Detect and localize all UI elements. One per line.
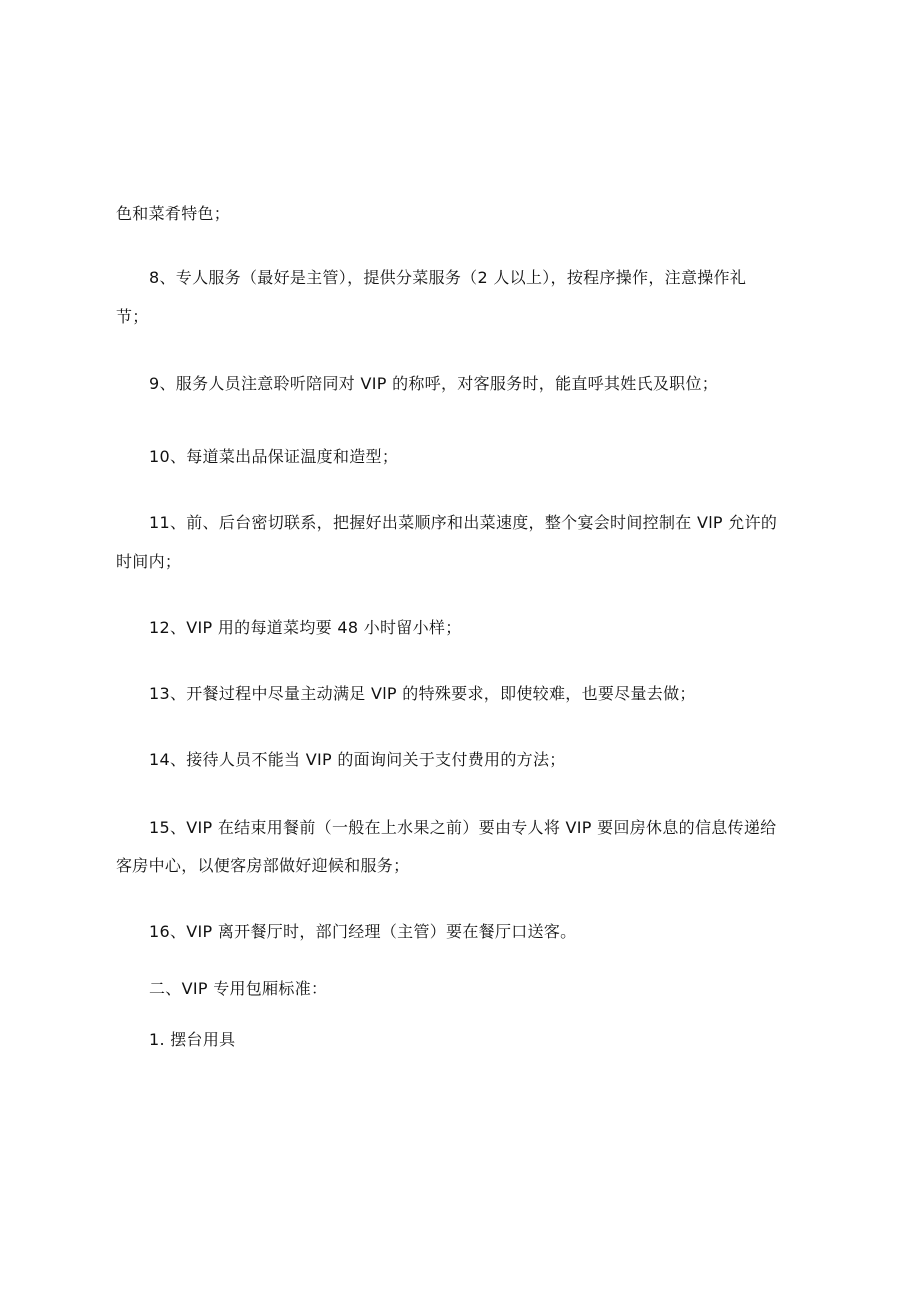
text-line-item-10: 10、每道菜出品保证温度和造型； [149, 447, 399, 466]
text-line-continuation-1: 色和菜肴特色； [116, 204, 231, 223]
text-line-item-15: 15、VIP 在结束用餐前（一般在上水果之前）要由专人将 VIP 要回房休息的信息传递给 [149, 818, 777, 837]
text-line-item-14: 14、接待人员不能当 VIP 的面询问关于支付费用的方法； [149, 750, 566, 769]
section-heading-vip-room: 二、VIP 专用包厢标准： [149, 979, 328, 998]
subsection-heading-tableware: 1. 摆台用具 [149, 1030, 236, 1049]
text-line-item-16: 16、VIP 离开餐厅时，部门经理（主管）要在餐厅口送客。 [149, 922, 577, 941]
text-line-item-11: 11、前、后台密切联系，把握好出菜顺序和出菜速度，整个宴会时间控制在 VlP 允许的 [149, 513, 778, 532]
text-line-item-13: 13、开餐过程中尽量主动满足 VlP 的特殊要求，即使较难，也要尽量去做； [149, 684, 696, 703]
text-line-item-12: 12、VIP 用的每道菜均要 48 小时留小样； [149, 618, 462, 637]
text-line-item-8: 8、专人服务（最好是主管），提供分菜服务（2 人以上），按程序操作，注意操作礼 [149, 268, 747, 287]
text-line-item-15-cont: 客房中心，以便客房部做好迎候和服务； [116, 856, 410, 875]
text-line-item-11-cont: 时间内； [116, 552, 182, 571]
text-line-item-8-cont: 节； [116, 307, 149, 326]
text-line-item-9: 9、服务人员注意聆听陪同对 VIP 的称呼，对客服务时，能直呼其姓氏及职位； [149, 374, 719, 393]
